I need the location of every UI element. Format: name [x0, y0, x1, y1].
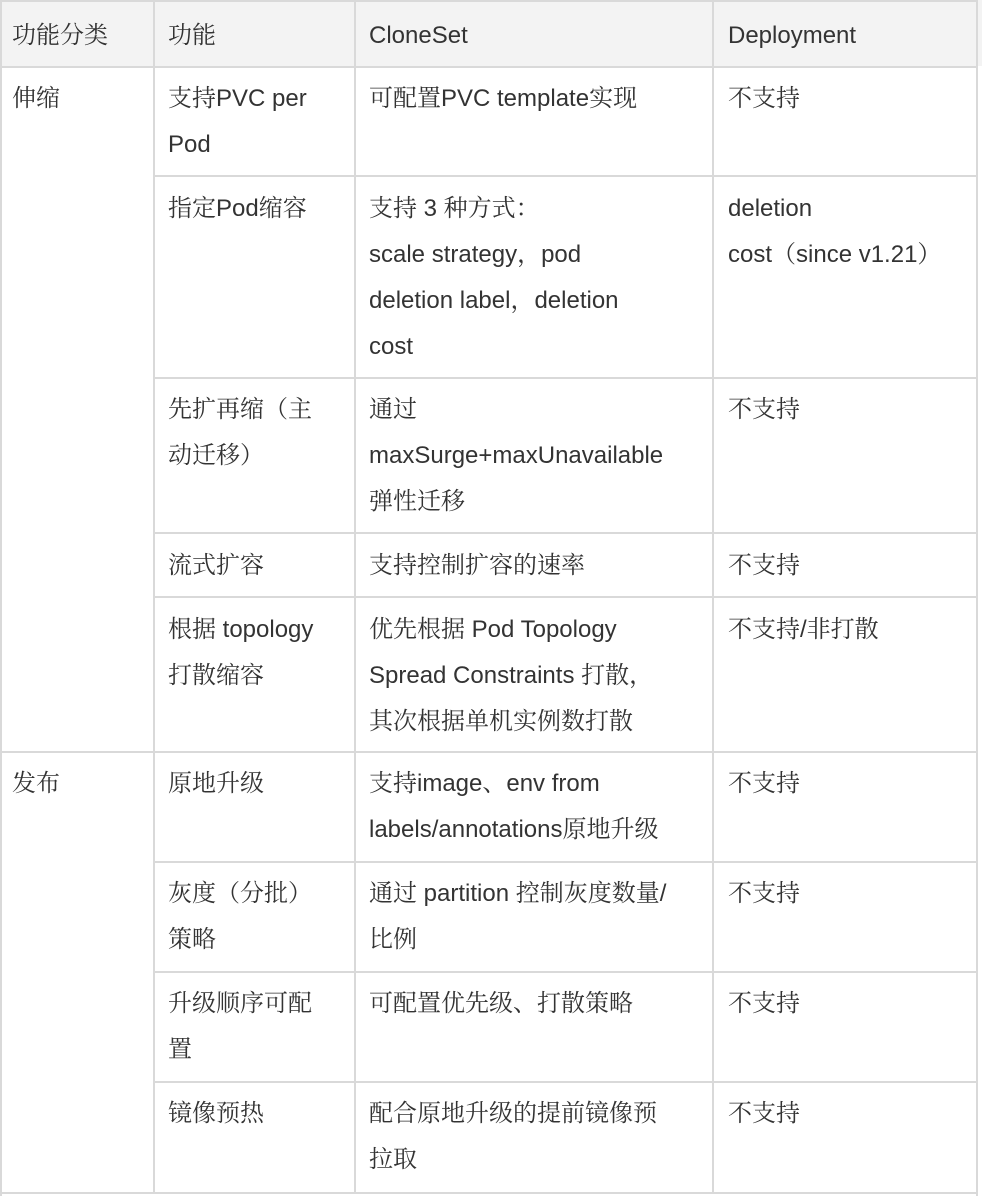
header-feature: 功能 — [168, 22, 216, 49]
header-cloneset: CloneSet — [369, 22, 468, 49]
deployment-cell: 不支持 — [728, 880, 800, 907]
row-divider — [153, 1081, 978, 1083]
header-category: 功能分类 — [12, 22, 108, 49]
feature-cell: 流式扩容 — [168, 552, 264, 579]
table-border-top — [0, 0, 978, 2]
feature-cell: 指定Pod缩容 — [168, 195, 307, 222]
table-border-bottom — [0, 1192, 978, 1194]
table-border-right — [976, 0, 978, 1196]
deployment-cell: 不支持/非打散 — [728, 616, 879, 643]
deployment-cell: 不支持 — [728, 552, 800, 579]
row-divider — [153, 175, 978, 177]
row-divider — [153, 971, 978, 973]
header-deployment: Deployment — [728, 22, 857, 49]
feature-cell: 根据 topology 打散缩容 — [168, 616, 314, 689]
row-divider — [0, 751, 978, 753]
deployment-cell: 不支持 — [728, 990, 800, 1017]
cloneset-cell: 支持image、env from labels/annotations原地升级 — [369, 770, 659, 843]
cloneset-cell: 可配置PVC template实现 — [369, 85, 638, 112]
row-divider — [0, 66, 978, 68]
cloneset-cell: 通过 partition 控制灰度数量/ 比例 — [369, 880, 667, 953]
cloneset-cell: 可配置优先级、打散策略 — [369, 990, 633, 1017]
row-divider — [153, 596, 978, 598]
feature-cell: 灰度（分批） 策略 — [168, 880, 312, 953]
cloneset-cell: 优先根据 Pod Topology Spread Constraints 打散， 其次根据单机实例数打散 — [369, 616, 654, 735]
feature-cell: 镜像预热 — [168, 1100, 264, 1127]
deployment-cell: 不支持 — [728, 770, 800, 797]
row-divider — [153, 377, 978, 379]
table-border-left — [0, 0, 2, 1196]
deployment-cell: 不支持 — [728, 85, 800, 112]
cloneset-cell: 支持控制扩容的速率 — [369, 552, 585, 579]
deployment-cell: 不支持 — [728, 396, 800, 423]
feature-cell: 先扩再缩（主 动迁移） — [168, 396, 312, 469]
feature-cell: 升级顺序可配 置 — [168, 990, 312, 1063]
deployment-cell: deletion cost（since v1.21） — [728, 195, 942, 268]
deployment-cell: 不支持 — [728, 1100, 800, 1127]
cloneset-cell: 通过 maxSurge+maxUnavailable 弹性迁移 — [369, 396, 664, 515]
cloneset-cell: 支持 3 种方式： scale strategy，pod deletion label，deletion cost — [369, 195, 619, 360]
category-scaling: 伸缩 — [12, 85, 60, 112]
feature-cell: 原地升级 — [168, 770, 264, 797]
row-divider — [153, 532, 978, 534]
cloneset-cell: 配合原地升级的提前镜像预 拉取 — [369, 1100, 657, 1173]
category-release: 发布 — [12, 770, 60, 797]
feature-cell: 支持PVC per Pod — [168, 85, 307, 158]
row-divider — [153, 861, 978, 863]
